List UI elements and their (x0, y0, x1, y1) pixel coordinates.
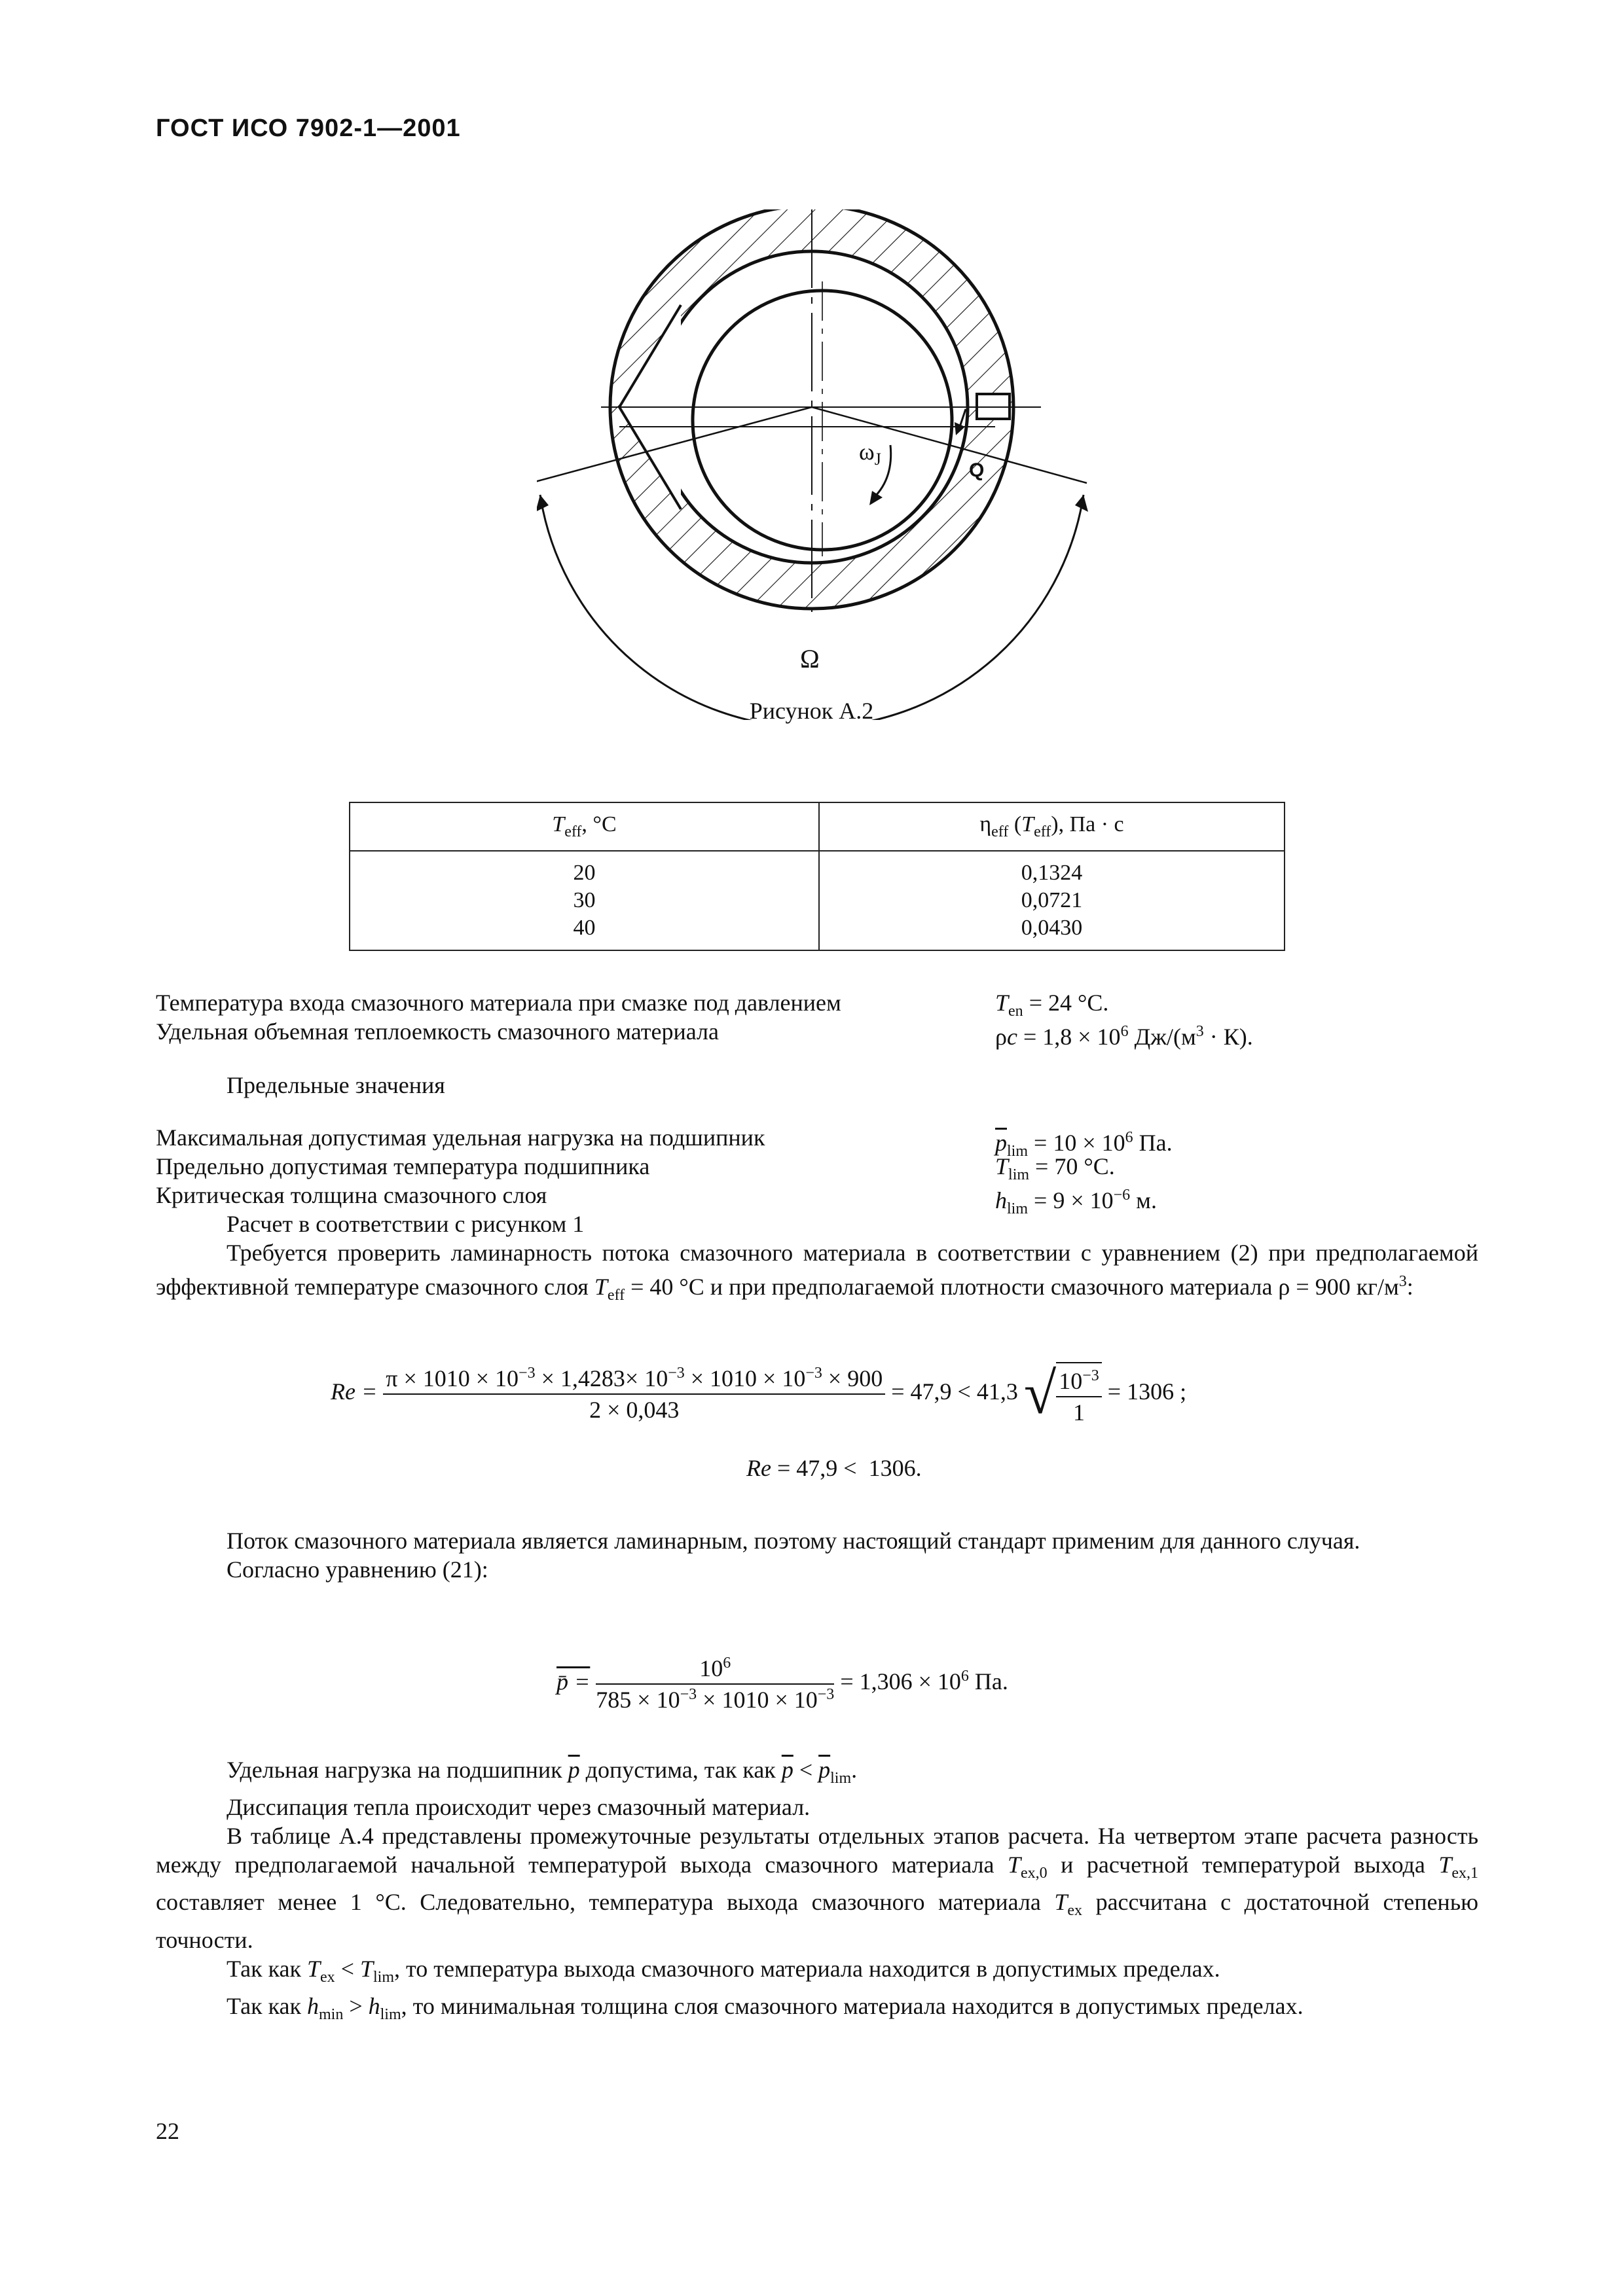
heat-capacity-value: $\rho c = 1,8 \times 10^6$ $Дж/(м^3 \cdot К)$. (995, 1023, 1253, 1050)
limits-heading: Предельные значения (227, 1072, 445, 1098)
omega-j-label: $\omega_J$ (859, 439, 881, 469)
document-header: ГОСТ ИСО 7902-1—2001 (156, 115, 461, 142)
hlim-value: $h_{lim} = 9 \times 10^{-6}$ м. (995, 1187, 1157, 1218)
heat-capacity-label: Удельная объемная теплоемкость смазочного материала (156, 1018, 719, 1045)
figure-caption: Рисунок А.2 (749, 698, 874, 724)
pressure-equation: p̄ = $\frac{10^6}{785 \times 10^{-3} \times 1010 \times 10^{-3}}$ = $1,306 \times 10^6$ Па. (556, 1655, 1008, 1713)
cell-viscosity: 0,1324 (819, 851, 1285, 887)
calc-heading: Расчет в соответствии с рисунком 1 (227, 1211, 585, 1237)
tlim-label: Предельно допустимая температура подшипника (156, 1153, 650, 1179)
plim-label: Максимальная допустимая удельная нагрузка на подшипник (156, 1124, 765, 1151)
page-number: 22 (156, 2118, 179, 2144)
reynolds-result: Re = 47,9 < 1306. (746, 1455, 922, 1481)
cell-viscosity: 0,0721 (819, 887, 1285, 914)
paragraph-laminar-conclusion: Поток смазочного материала является ламинарным, поэтому настоящий стандарт применим для данного случая. Согласно уравнению (21): (227, 1528, 1360, 1583)
reynolds-equation: Re = $\frac{\pi \times 1010 \times 10^{-3} \times 1,4283\times 10^{-3} \times 1010 \times 10^{-3} \times 900}{2 \times 0,043}$ = 47,9 < 41,3 √ $\frac{10^{-3}}{1}$ = 1306 ; (331, 1361, 1187, 1426)
cell-temperature: 30 (350, 887, 819, 914)
cell-temperature: 40 (350, 914, 819, 950)
tlim-value: $T_{lim} = 70$ °С. (995, 1153, 1115, 1184)
bearing-figure (537, 209, 1100, 720)
paragraph-results: Удельная нагрузка на подшипник $\overline{p}$ допустима, так как $\overline{p} < \overline{p}_{lim}$. Диссипация тепла происходит через смазочный материал. В таблице А.4 представлены промежуточные результаты отдельных этапов расчета. На четвертом этапе расчета разность между предполагаемой начальной температурой выхода смазочного материала $T_{ex,0}$ и расчетной температурой выхода $T_{ex,1}$ составляет менее 1 °С. Следовательно, температура выхода смазочного материала $T_{ex}$ рассчитана с достаточной степенью точности. Так как $T_{ex} < T_{lim}$, то температура выхода смазочного материала находится в допустимых пределах. Так как $h_{min} > h_{lim}$, то минимальная толщина слоя смазочного материала находится в допустимых пределах. (156, 1757, 1479, 2023)
table-header-temperature: $T_{eff}$, °С (350, 802, 819, 851)
table-row (350, 887, 1285, 914)
q-label: Q (969, 459, 985, 481)
viscosity-table (349, 802, 1285, 951)
cell-viscosity: 0,0430 (819, 914, 1285, 950)
hlim-label: Критическая толщина смазочного слоя (156, 1182, 547, 1208)
omega-label: Ω (800, 644, 820, 673)
inlet-temp-value: $T_{en} = 24$ °С. (995, 990, 1109, 1020)
paragraph-laminar-check: Требуется проверить ламинарность потока смазочного материала в соответствии с уравнением (2) при предполагаемой эффективной температуре смазочного слоя $T_{eff} = 40$ °С и при предполагаемой плотности смазочного материала ρ = 900 $кг/м^3$: (156, 1240, 1478, 1304)
cell-temperature: 20 (350, 851, 819, 887)
table-row (350, 914, 1285, 950)
table-row (350, 851, 1285, 887)
inlet-temp-label: Температура входа смазочного материала при смазке под давлением (156, 990, 841, 1016)
table-header-viscosity: $\eta_{eff}$ $(T_{eff})$, Па · с (819, 802, 1285, 851)
plim-value: $\overline{p}_{lim} = 10 \times 10^6$ Па. (995, 1129, 1173, 1160)
